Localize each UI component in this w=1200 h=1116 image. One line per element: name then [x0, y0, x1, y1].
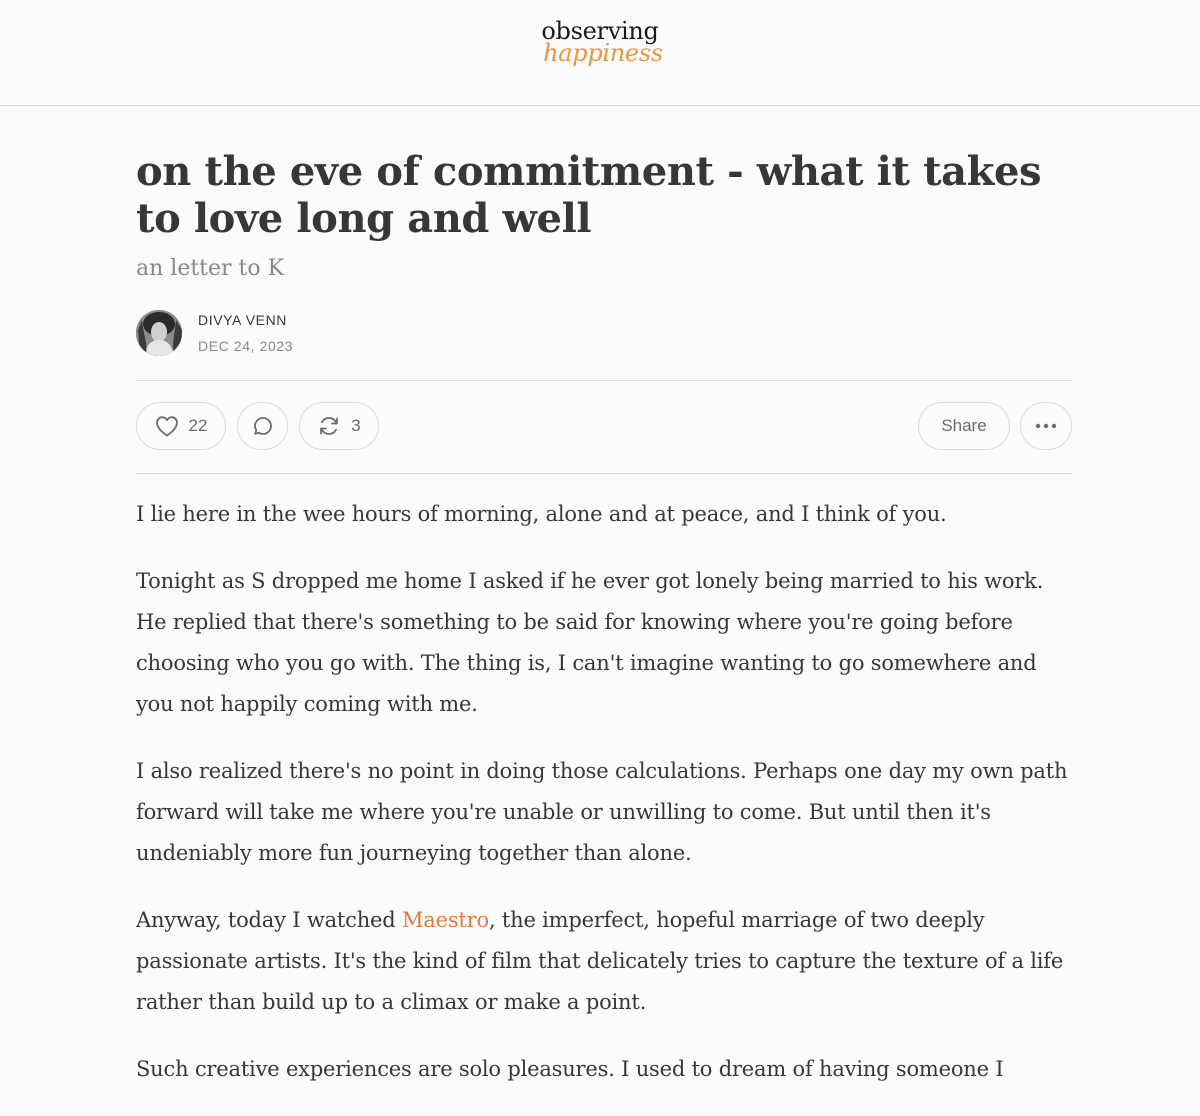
body-paragraph: I lie here in the wee hours of morning, alone and at peace, and I think of you.	[136, 502, 947, 526]
post-title: on the eve of commitment - what it takes to love long and well	[136, 148, 1042, 242]
publication-name-line2: happiness	[543, 39, 663, 67]
maestro-link[interactable]: Maestro	[402, 908, 489, 932]
divider-bottom	[136, 473, 1072, 474]
like-count: 22	[188, 416, 208, 435]
body-paragraph: I also realized there's no point in doing those calculations. Perhaps one day my own path forward will take me where you're unable or unwilling to come. But until then it's undeniably more fun journeying together than alone.	[136, 759, 1068, 865]
body-paragraph	[136, 900, 1076, 1023]
body-paragraph: Such creative experiences are solo pleasures. I used to dream of having someone I	[136, 1057, 1004, 1081]
author-name-link[interactable]: DIVYA VENN	[198, 312, 287, 328]
restack-button[interactable]	[299, 402, 379, 450]
comment-button[interactable]	[237, 402, 288, 450]
share-button[interactable]: Share	[918, 402, 1010, 450]
body-paragraph: Tonight as S dropped me home I asked if he ever got lonely being married to his work. He replied that there's something to be said for knowing where you're going before choosing who you go with. The thing is, I can't imagine wanting to go somewhere and you not happily coming with me.	[136, 569, 1044, 716]
site-header	[0, 0, 1200, 106]
ellipsis-icon	[1035, 423, 1057, 429]
author-avatar[interactable]	[136, 310, 182, 356]
divider-top	[136, 380, 1072, 381]
restack-icon	[317, 414, 341, 438]
publication-name-line1: observing	[541, 17, 659, 45]
heart-icon	[155, 415, 179, 437]
paragraph-text: Anyway, today I watched	[136, 908, 402, 932]
post-body	[136, 494, 1076, 1116]
publication-logo[interactable]	[0, 17, 1200, 67]
comment-icon	[251, 414, 275, 438]
paragraph-text: , the imperfect, hopeful marriage of two deeply passionate artists. It's the kind of film that delicately tries to capture the texture of a life rather than build up to a climax or make a point.	[136, 908, 1064, 1014]
post-date: DEC 24, 2023	[198, 338, 294, 354]
restack-count: 3	[351, 416, 361, 435]
post-subtitle: an letter to K	[136, 256, 285, 281]
more-options-button[interactable]	[1020, 402, 1072, 450]
like-button[interactable]	[136, 402, 226, 450]
